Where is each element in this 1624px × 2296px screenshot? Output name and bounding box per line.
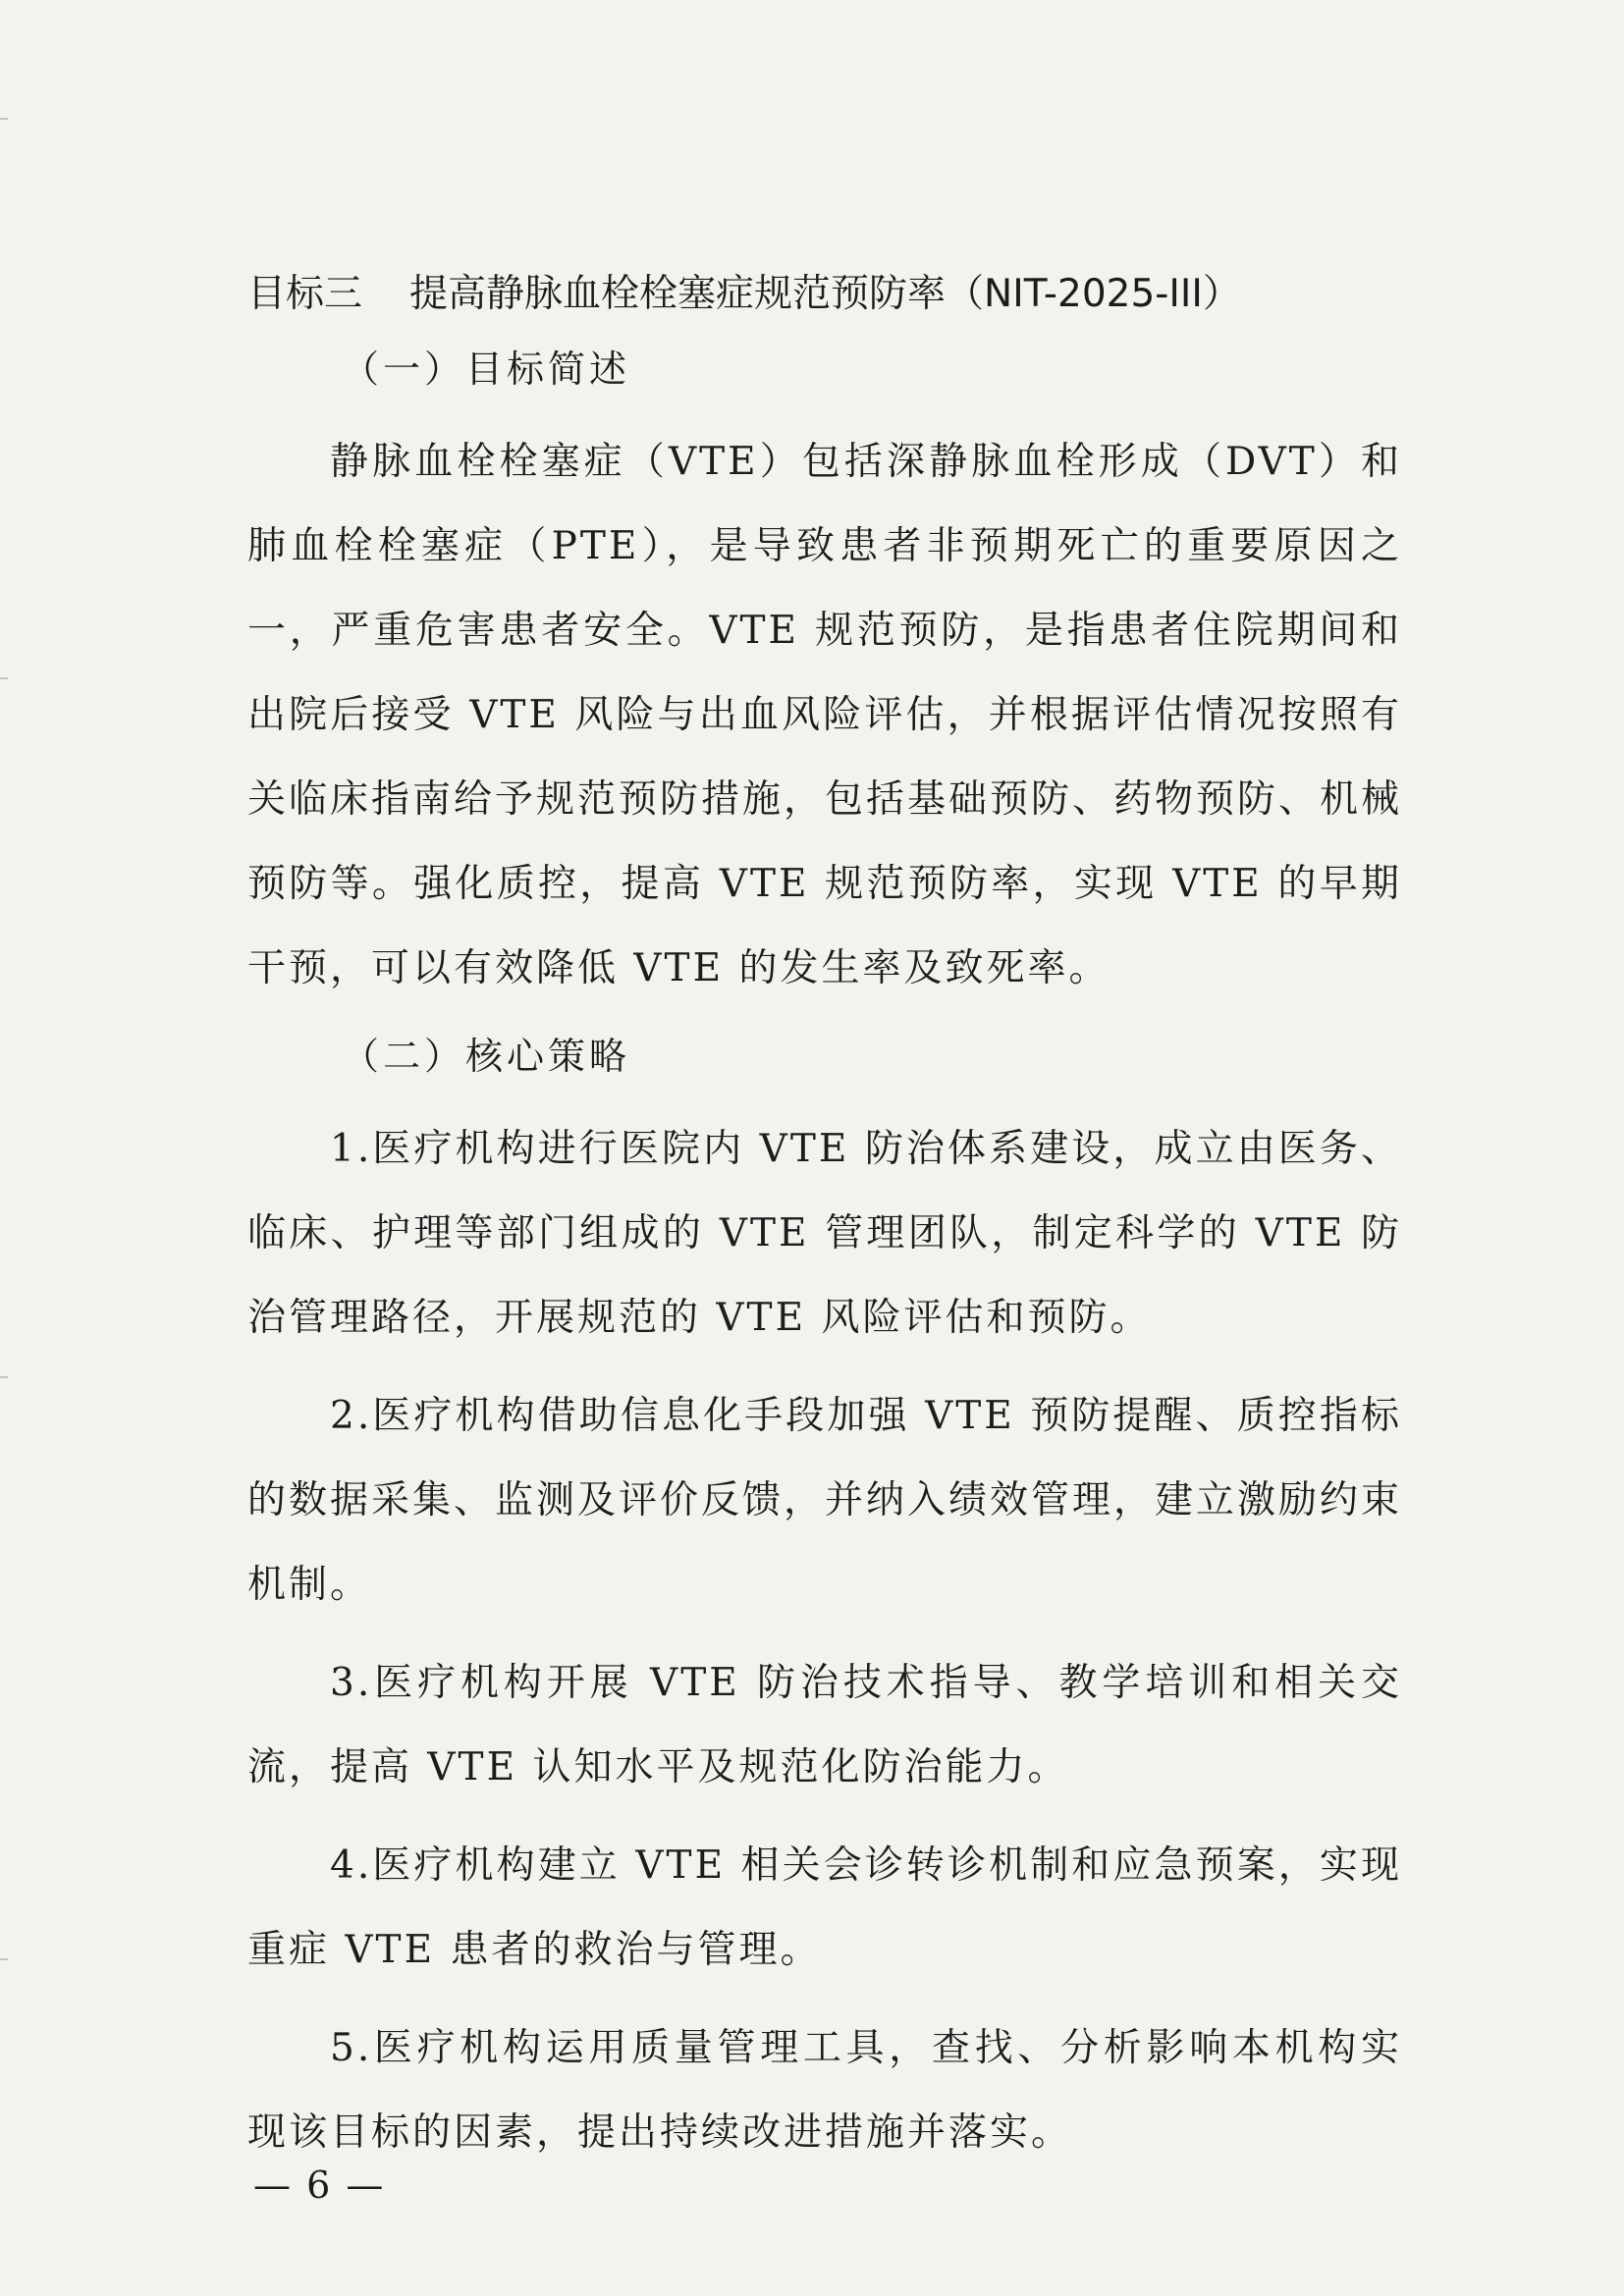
scan-artifact [0,118,8,120]
goal-label: 目标三 [247,272,363,316]
scan-artifact [0,1958,8,1960]
scan-artifact [0,1376,8,1378]
strategy-item-3: 3.医疗机构开展 VTE 防治技术指导、教学培训和相关交流，提高 VTE 认知水平及规范化防治能力。 [247,1661,1402,1789]
strategy-item-2: 2.医疗机构借助信息化手段加强 VTE 预防提醒、质控指标的数据采集、监测及评价反馈，并纳入绩效管理，建立激励约束机制。 [247,1394,1403,1607]
strategy-item-1: 1.医疗机构进行医院内 VTE 防治体系建设，成立由医务、临床、护理等部门组成的 VTE 管理团队，制定科学的 VTE 防治管理路径，开展规范的 VTE 风险评估和预防。 [247,1127,1402,1340]
overview-paragraph: 静脉血栓栓塞症（VTE）包括深静脉血栓形成（DVT）和肺血栓栓塞症（PTE），是导致患者非预期死亡的重要原因之一，严重危害患者安全。VTE 规范预防，是指患者住院期间和出院后接受 VTE 风险与出血风险评估，并根据评估情况按照有关临床指南给予规范预防措施，包括基础预防、药物预防、机械预防等。强化质控，提高 VTE 规范预防率，实现 VTE 的早期干预，可以有效降低 VTE 的发生率及致死率。 [247,440,1403,990]
strategy-item-5: 5.医疗机构运用质量管理工具，查找、分析影响本机构实现该目标的因素，提出持续改进措施并落实。 [247,2026,1402,2155]
goal-title: 提高静脉血栓栓塞症规范预防率（NIT-2025-III） [409,272,1241,316]
scan-artifact [0,677,8,679]
page-number: — 6 — [253,2163,386,2207]
document-body [247,263,1402,2189]
goal-heading [247,263,1402,326]
section-title-overview: （一）目标简述 [342,347,631,391]
section-title-strategies: （二）核心策略 [342,1035,631,1078]
strategy-item-4: 4.医疗机构建立 VTE 相关会诊转诊机制和应急预案，实现重症 VTE 患者的救治与管理。 [247,1843,1402,1972]
